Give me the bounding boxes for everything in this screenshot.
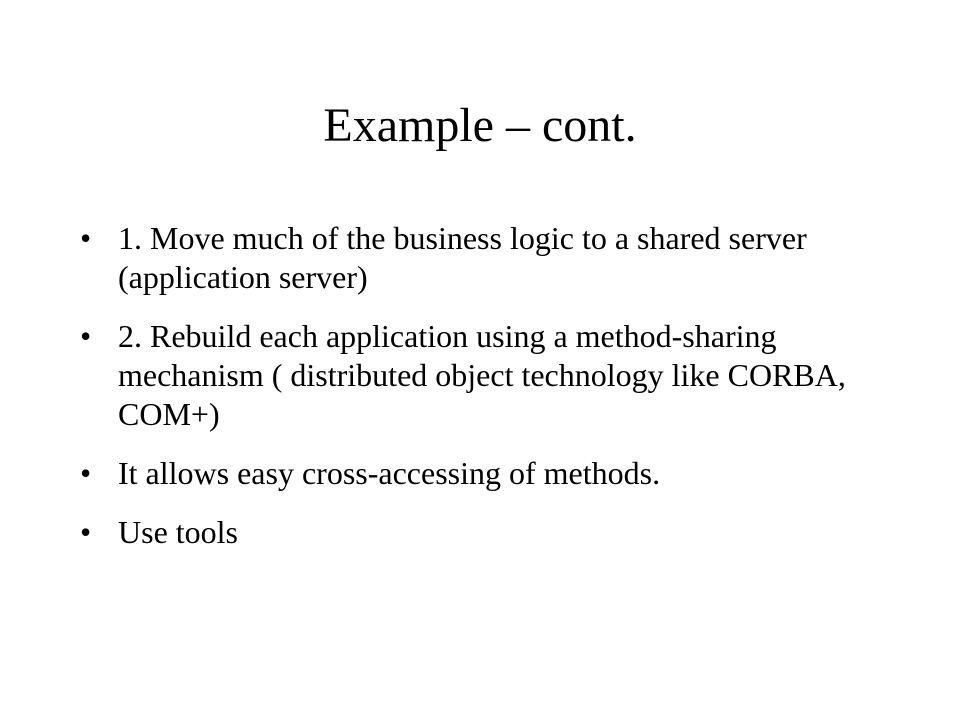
bullet-icon: • — [80, 220, 92, 256]
bullet-text: 1. Move much of the business logic to a shared server (application server) — [118, 220, 807, 295]
bullet-item-2 — [80, 317, 900, 434]
bullet-icon: • — [80, 514, 92, 550]
bullet-item-4 — [80, 513, 900, 552]
bullet-item-3 — [80, 454, 900, 493]
slide-title: Example – cont. — [323, 99, 637, 152]
bullet-text: Use tools — [118, 514, 238, 550]
bullet-text: It allows easy cross-accessing of methods. — [118, 455, 661, 491]
bullet-item-1 — [80, 219, 900, 297]
bullet-icon: • — [80, 318, 92, 354]
bullet-text: 2. Rebuild each application using a method-sharing mechanism ( distributed object technology like CORBA, COM+) — [118, 318, 846, 432]
bullet-list — [80, 219, 900, 572]
bullet-icon: • — [80, 455, 92, 491]
